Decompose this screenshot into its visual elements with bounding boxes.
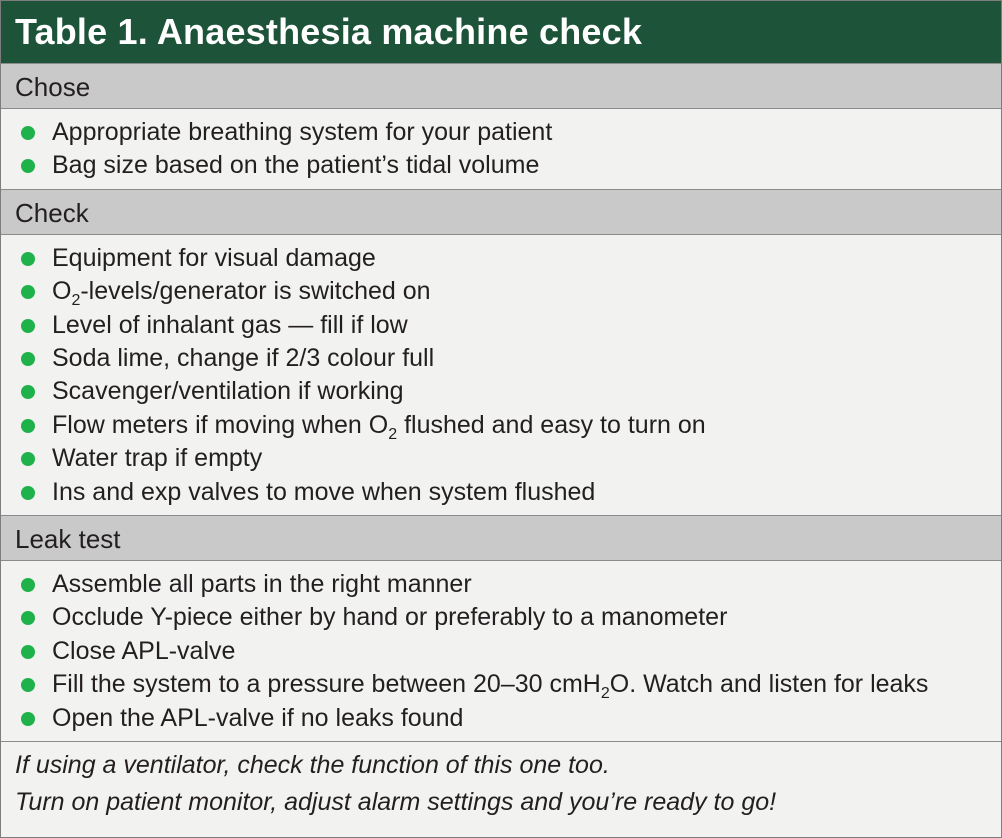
section-heading-chose: Chose <box>1 63 1001 109</box>
bullet-dot-icon <box>21 678 35 692</box>
bullet-dot-icon <box>21 486 35 500</box>
bullet-dot-icon <box>21 452 35 466</box>
bullet-dot-icon <box>21 252 35 266</box>
footer-line-ventilator: If using a ventilator, check the function of this one too. <box>15 751 610 780</box>
table-title: Table 1. Anaesthesia machine check <box>1 1 1001 63</box>
bullet-dot-icon <box>21 611 35 625</box>
bullet-dot-icon <box>21 419 35 433</box>
list-item: $O_2-levels$/generator is switched on <box>1 275 1001 308</box>
list-item: Scavenger/ventilation if working <box>1 375 1001 408</box>
list-item: Ins and exp valves to move when system flushed <box>1 476 1001 509</box>
bullet-dot-icon <box>21 645 35 659</box>
section-heading-check: Check <box>1 189 1001 235</box>
list-item: Fill the system to a pressure between 20–30 cmH$_2$O. Watch and listen for leaks <box>1 668 1001 701</box>
section-body-check <box>1 235 1001 515</box>
list-item: Occlude Y-piece either by hand or preferably to a manometer <box>1 601 1001 634</box>
bullet-dot-icon <box>21 712 35 726</box>
bullet-dot-icon <box>21 578 35 592</box>
bullet-dot-icon <box>21 385 35 399</box>
list-item: Flow meters if moving when $O_2$ flushed and easy to turn on <box>1 409 1001 442</box>
section-body-leak-test <box>1 561 1001 741</box>
section-heading-leak-test: Leak test <box>1 515 1001 561</box>
bullet-dot-icon <box>21 285 35 299</box>
bullet-dot-icon <box>21 159 35 173</box>
list-item: Open the APL-valve if no leaks found <box>1 702 1001 735</box>
list-item: Assemble all parts in the right manner <box>1 568 1001 601</box>
section-body-chose <box>1 109 1001 189</box>
list-item: Level of inhalant gas — fill if low <box>1 309 1001 342</box>
list-item: Soda lime, change if 2/3 colour full <box>1 342 1001 375</box>
footer-note <box>1 741 1001 821</box>
list-item: Water trap if empty <box>1 442 1001 475</box>
list-item: Close APL-valve <box>1 635 1001 668</box>
list-item: Bag size based on the patient’s tidal volume <box>1 149 1001 182</box>
list-item: Appropriate breathing system for your patient <box>1 116 1001 149</box>
footer-line-monitor: Turn on patient monitor, adjust alarm settings and you’re ready to go! <box>15 788 777 817</box>
bullet-dot-icon <box>21 319 35 333</box>
bullet-dot-icon <box>21 126 35 140</box>
bullet-dot-icon <box>21 352 35 366</box>
list-item: Equipment for visual damage <box>1 242 1001 275</box>
